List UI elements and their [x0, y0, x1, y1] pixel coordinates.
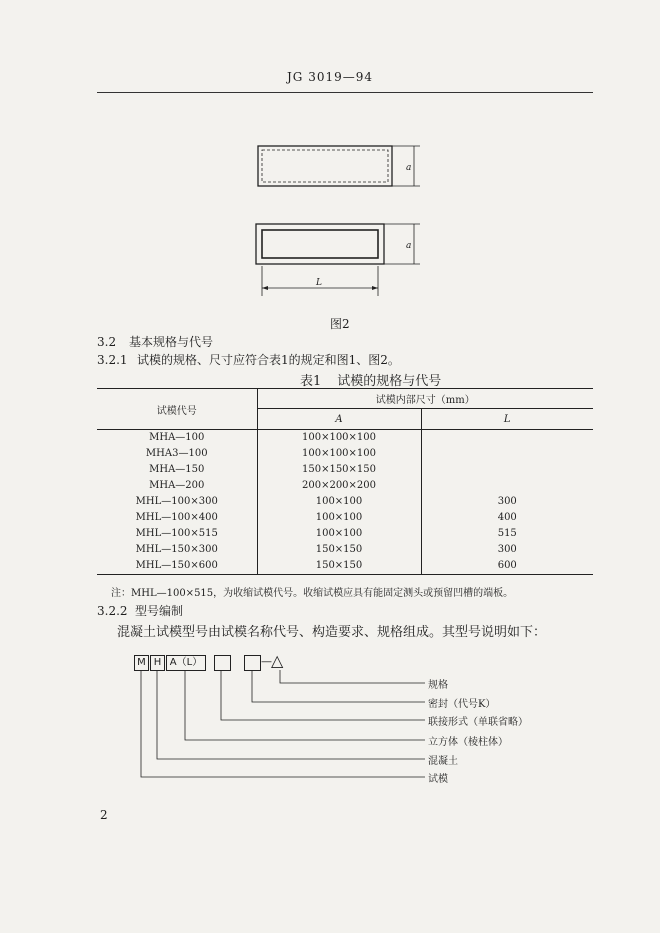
label-connection: 联接形式（单联省略）: [428, 717, 528, 728]
header-col-a: A: [257, 409, 421, 430]
section-text: 试模的规格、尺寸应符合表1的规定和图1、图2。: [137, 353, 400, 367]
cell-l: 600: [421, 558, 593, 575]
cell-a: 150×150: [257, 558, 421, 575]
figure-caption: 图2: [330, 317, 350, 331]
table-title: 试模的规格与代号: [337, 374, 442, 389]
label-concrete: 混凝土: [428, 756, 458, 767]
header-inner-size: 试模内部尺寸（mm）: [257, 389, 593, 409]
code-box-m: M: [134, 655, 149, 671]
header-code: 试模代号: [97, 389, 257, 430]
cell-code: MHL—150×600: [97, 558, 257, 575]
cell-l: 300: [497, 496, 517, 507]
cell-code: MHL—100×515: [97, 526, 257, 542]
code-triangle: △: [271, 651, 284, 670]
section-number: 3.2.2: [97, 604, 128, 618]
cell-code: MHA3—100: [97, 446, 257, 462]
label-seal: 密封（代号K）: [428, 699, 496, 710]
section-number: 3.2: [97, 335, 117, 349]
code-box-a-l: A（L）: [166, 655, 206, 671]
dim-L-label: L: [316, 278, 322, 288]
dim-a-label-1: a: [406, 163, 412, 173]
label-test-mold: 试模: [428, 774, 448, 785]
table-number: 表1: [300, 374, 322, 389]
code-dash: —: [261, 655, 272, 668]
cell-a: 150×150: [257, 542, 421, 558]
code-box-h: H: [150, 655, 165, 671]
cell-a: 100×100×100: [257, 446, 421, 462]
cell-l: 515: [497, 528, 517, 539]
cell-a: 100×100×100: [257, 430, 421, 447]
label-cube-prism: 立方体（棱柱体）: [428, 737, 508, 748]
section-title: 基本规格与代号: [129, 335, 214, 349]
cell-code: MHL—100×300: [97, 494, 257, 510]
cell-code: MHA—100: [97, 430, 257, 447]
table-note: 注：MHL—100×515，为收缩试模代号。收缩试模应具有能固定测头或预留凹槽的端板。: [111, 588, 514, 599]
dim-a-label-2: a: [406, 241, 412, 251]
cell-code: MHA—150: [97, 462, 257, 478]
label-spec: 规格: [428, 680, 448, 691]
cell-a: 100×100: [257, 494, 421, 510]
cell-code: MHA—200: [97, 478, 257, 494]
model-intro-paragraph: 混凝土试模型号由试模名称代号、构造要求、规格组成。其型号说明如下：: [117, 625, 547, 640]
cell-code: MHL—150×300: [97, 542, 257, 558]
cell-a: 200×200×200: [257, 478, 421, 494]
header-col-l: L: [421, 409, 593, 430]
cell-a: 150×150×150: [257, 462, 421, 478]
page-number: 2: [100, 808, 108, 822]
cell-code: MHL—100×400: [97, 510, 257, 526]
document-header: JG 3019—94: [286, 70, 374, 84]
section-title: 型号编制: [135, 604, 184, 618]
cell-l: 400: [497, 512, 517, 523]
section-number: 3.2.1: [97, 353, 128, 367]
cell-a: 100×100: [257, 526, 421, 542]
cell-a: 100×100: [257, 510, 421, 526]
cell-l: 300: [497, 544, 517, 555]
